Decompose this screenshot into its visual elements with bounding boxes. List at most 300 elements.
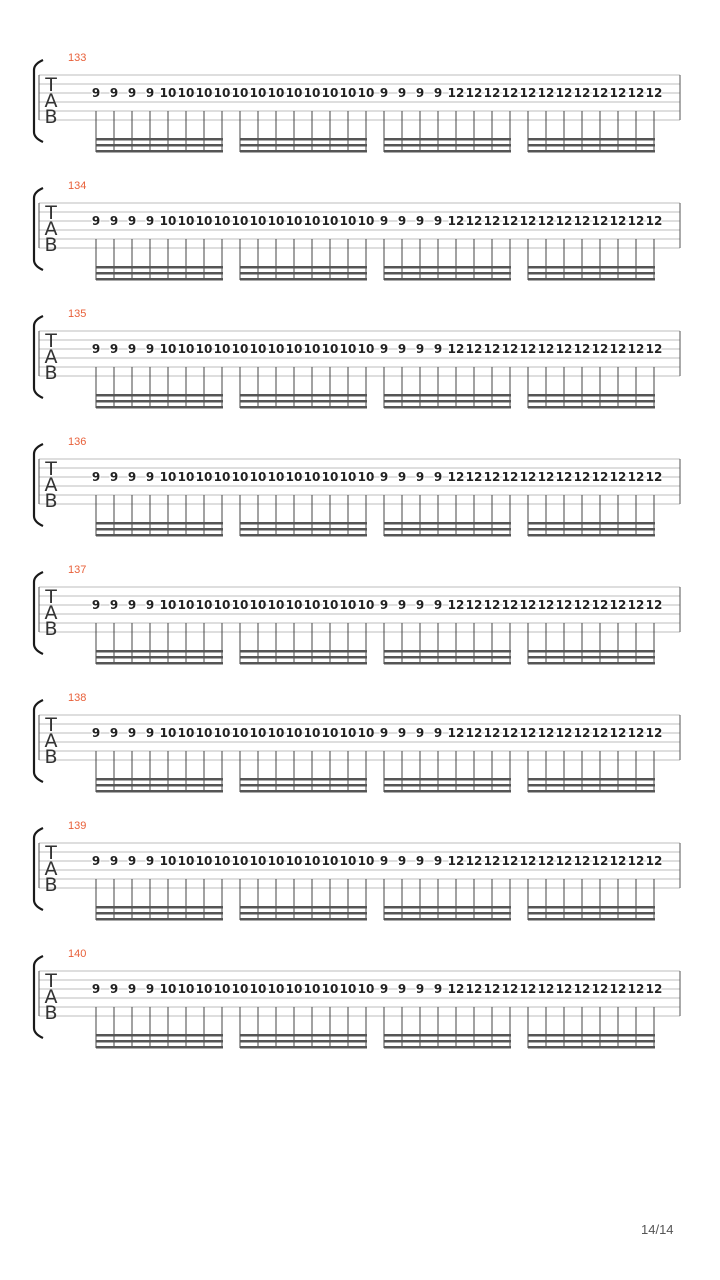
beam bbox=[240, 394, 367, 397]
fret-number: 9 bbox=[415, 470, 425, 484]
beam bbox=[240, 400, 367, 403]
beam bbox=[240, 918, 367, 921]
tab-clef-letter: A bbox=[44, 346, 58, 368]
fret-number: 12 bbox=[483, 86, 501, 100]
fret-number: 10 bbox=[303, 598, 321, 612]
beam bbox=[240, 144, 367, 147]
fret-number: 10 bbox=[267, 854, 285, 868]
fret-number: 9 bbox=[109, 598, 119, 612]
beam bbox=[528, 394, 655, 397]
tab-system bbox=[0, 692, 720, 820]
fret-number: 10 bbox=[159, 726, 177, 740]
tab-clef-letter: A bbox=[44, 90, 58, 112]
measure-number: 139 bbox=[68, 820, 87, 832]
page-number: 14/14 bbox=[641, 1222, 674, 1237]
fret-number: 9 bbox=[379, 86, 389, 100]
fret-number: 9 bbox=[127, 982, 137, 996]
fret-number: 10 bbox=[231, 342, 249, 356]
fret-number: 12 bbox=[483, 854, 501, 868]
fret-number: 10 bbox=[285, 982, 303, 996]
fret-number: 12 bbox=[591, 342, 609, 356]
fret-number: 12 bbox=[519, 470, 537, 484]
fret-number: 9 bbox=[397, 86, 407, 100]
fret-number: 9 bbox=[415, 598, 425, 612]
fret-number: 12 bbox=[465, 342, 483, 356]
fret-number: 12 bbox=[447, 470, 465, 484]
fret-number: 10 bbox=[159, 982, 177, 996]
fret-number: 10 bbox=[303, 342, 321, 356]
fret-number: 12 bbox=[483, 470, 501, 484]
beam bbox=[240, 778, 367, 781]
fret-number: 10 bbox=[285, 470, 303, 484]
fret-number: 9 bbox=[145, 982, 155, 996]
fret-number: 10 bbox=[213, 342, 231, 356]
fret-number: 12 bbox=[465, 86, 483, 100]
fret-number: 12 bbox=[465, 470, 483, 484]
tab-clef-letter: T bbox=[45, 202, 57, 224]
fret-number: 12 bbox=[447, 854, 465, 868]
fret-number: 9 bbox=[433, 342, 443, 356]
fret-number: 10 bbox=[177, 214, 195, 228]
beam bbox=[96, 656, 223, 659]
fret-number: 12 bbox=[447, 982, 465, 996]
fret-number: 10 bbox=[321, 214, 339, 228]
fret-number: 10 bbox=[339, 342, 357, 356]
beam bbox=[528, 534, 655, 537]
beam bbox=[384, 394, 511, 397]
beam bbox=[96, 790, 223, 793]
fret-number: 10 bbox=[339, 854, 357, 868]
fret-number: 12 bbox=[591, 598, 609, 612]
fret-number: 9 bbox=[433, 854, 443, 868]
fret-number: 9 bbox=[397, 854, 407, 868]
fret-number: 12 bbox=[555, 726, 573, 740]
beam bbox=[384, 522, 511, 525]
fret-number: 9 bbox=[433, 86, 443, 100]
fret-number: 12 bbox=[627, 214, 645, 228]
beam bbox=[528, 790, 655, 793]
beam bbox=[384, 1040, 511, 1043]
fret-number: 12 bbox=[447, 598, 465, 612]
fret-number: 10 bbox=[177, 342, 195, 356]
fret-number: 10 bbox=[321, 726, 339, 740]
fret-number: 9 bbox=[127, 342, 137, 356]
fret-number: 10 bbox=[177, 86, 195, 100]
beam bbox=[96, 650, 223, 653]
beam bbox=[96, 912, 223, 915]
beam bbox=[96, 906, 223, 909]
beam bbox=[240, 406, 367, 409]
beam bbox=[528, 138, 655, 141]
fret-number: 12 bbox=[645, 214, 663, 228]
beam bbox=[528, 656, 655, 659]
fret-number: 10 bbox=[339, 982, 357, 996]
fret-number: 10 bbox=[321, 470, 339, 484]
tab-staff bbox=[0, 308, 720, 418]
fret-number: 10 bbox=[357, 598, 375, 612]
measure-number: 140 bbox=[68, 948, 87, 960]
fret-number: 12 bbox=[573, 854, 591, 868]
beam bbox=[96, 400, 223, 403]
fret-number: 12 bbox=[645, 86, 663, 100]
fret-number: 9 bbox=[145, 342, 155, 356]
fret-number: 12 bbox=[483, 214, 501, 228]
fret-number: 9 bbox=[127, 470, 137, 484]
beam bbox=[96, 150, 223, 153]
fret-number: 10 bbox=[303, 982, 321, 996]
fret-number: 12 bbox=[519, 214, 537, 228]
fret-number: 12 bbox=[501, 342, 519, 356]
fret-number: 9 bbox=[397, 598, 407, 612]
beam bbox=[384, 662, 511, 665]
fret-number: 12 bbox=[537, 726, 555, 740]
fret-number: 9 bbox=[433, 726, 443, 740]
beam bbox=[96, 278, 223, 281]
fret-number: 9 bbox=[127, 598, 137, 612]
fret-number: 12 bbox=[627, 598, 645, 612]
fret-number: 12 bbox=[573, 598, 591, 612]
beam bbox=[528, 278, 655, 281]
beam bbox=[528, 906, 655, 909]
fret-number: 10 bbox=[357, 86, 375, 100]
beam bbox=[384, 272, 511, 275]
fret-number: 9 bbox=[415, 982, 425, 996]
fret-number: 12 bbox=[501, 726, 519, 740]
tab-clef-letter: T bbox=[45, 458, 57, 480]
tab-clef-letter: A bbox=[44, 474, 58, 496]
beam bbox=[240, 662, 367, 665]
fret-number: 10 bbox=[231, 470, 249, 484]
beam bbox=[384, 150, 511, 153]
fret-number: 12 bbox=[609, 86, 627, 100]
fret-number: 10 bbox=[195, 86, 213, 100]
fret-number: 12 bbox=[573, 470, 591, 484]
fret-number: 10 bbox=[303, 726, 321, 740]
fret-number: 9 bbox=[109, 726, 119, 740]
fret-number: 12 bbox=[519, 86, 537, 100]
fret-number: 10 bbox=[249, 726, 267, 740]
fret-number: 12 bbox=[501, 470, 519, 484]
fret-number: 10 bbox=[321, 86, 339, 100]
fret-number: 9 bbox=[109, 214, 119, 228]
beam bbox=[528, 1046, 655, 1049]
tab-staff bbox=[0, 436, 720, 546]
fret-number: 10 bbox=[357, 342, 375, 356]
fret-number: 12 bbox=[591, 86, 609, 100]
fret-number: 9 bbox=[127, 726, 137, 740]
fret-number: 12 bbox=[483, 726, 501, 740]
fret-number: 9 bbox=[91, 598, 101, 612]
fret-number: 10 bbox=[213, 726, 231, 740]
fret-number: 9 bbox=[91, 86, 101, 100]
fret-number: 12 bbox=[555, 854, 573, 868]
fret-number: 9 bbox=[145, 470, 155, 484]
fret-number: 9 bbox=[145, 86, 155, 100]
fret-number: 12 bbox=[627, 86, 645, 100]
fret-number: 9 bbox=[415, 854, 425, 868]
fret-number: 12 bbox=[627, 342, 645, 356]
fret-number: 10 bbox=[339, 470, 357, 484]
fret-number: 12 bbox=[591, 726, 609, 740]
fret-number: 10 bbox=[303, 470, 321, 484]
fret-number: 10 bbox=[249, 86, 267, 100]
fret-number: 10 bbox=[267, 214, 285, 228]
fret-number: 10 bbox=[357, 470, 375, 484]
fret-number: 10 bbox=[303, 86, 321, 100]
beam bbox=[384, 912, 511, 915]
fret-number: 10 bbox=[285, 854, 303, 868]
beam bbox=[384, 400, 511, 403]
fret-number: 10 bbox=[339, 86, 357, 100]
beam bbox=[240, 528, 367, 531]
fret-number: 10 bbox=[357, 982, 375, 996]
fret-number: 12 bbox=[537, 982, 555, 996]
fret-number: 10 bbox=[267, 86, 285, 100]
beam bbox=[384, 534, 511, 537]
fret-number: 9 bbox=[109, 854, 119, 868]
fret-number: 12 bbox=[519, 854, 537, 868]
fret-number: 12 bbox=[573, 726, 591, 740]
fret-number: 10 bbox=[159, 470, 177, 484]
tab-staff bbox=[0, 948, 720, 1058]
fret-number: 12 bbox=[501, 854, 519, 868]
fret-number: 10 bbox=[195, 214, 213, 228]
fret-number: 9 bbox=[109, 982, 119, 996]
fret-number: 9 bbox=[145, 726, 155, 740]
fret-number: 10 bbox=[195, 854, 213, 868]
beam bbox=[96, 272, 223, 275]
fret-number: 12 bbox=[555, 982, 573, 996]
beam bbox=[96, 1046, 223, 1049]
fret-number: 10 bbox=[285, 726, 303, 740]
fret-number: 12 bbox=[609, 854, 627, 868]
beam bbox=[384, 1034, 511, 1037]
fret-number: 9 bbox=[433, 982, 443, 996]
fret-number: 12 bbox=[627, 854, 645, 868]
beam bbox=[96, 1034, 223, 1037]
beam bbox=[240, 906, 367, 909]
tab-clef-letter: B bbox=[44, 490, 58, 512]
fret-number: 12 bbox=[501, 982, 519, 996]
fret-number: 10 bbox=[159, 598, 177, 612]
fret-number: 10 bbox=[339, 598, 357, 612]
fret-number: 10 bbox=[231, 598, 249, 612]
fret-number: 12 bbox=[447, 342, 465, 356]
tab-clef-letter: B bbox=[44, 746, 58, 768]
beam bbox=[528, 1040, 655, 1043]
tab-clef-letter: A bbox=[44, 730, 58, 752]
fret-number: 9 bbox=[433, 214, 443, 228]
beam bbox=[240, 1040, 367, 1043]
beam bbox=[384, 918, 511, 921]
fret-number: 10 bbox=[249, 854, 267, 868]
fret-number: 10 bbox=[321, 598, 339, 612]
fret-number: 10 bbox=[159, 342, 177, 356]
fret-number: 10 bbox=[213, 470, 231, 484]
fret-number: 12 bbox=[645, 470, 663, 484]
fret-number: 12 bbox=[627, 470, 645, 484]
beam bbox=[528, 778, 655, 781]
fret-number: 10 bbox=[195, 598, 213, 612]
fret-number: 12 bbox=[483, 342, 501, 356]
beam bbox=[240, 912, 367, 915]
tab-clef-letter: T bbox=[45, 74, 57, 96]
fret-number: 9 bbox=[397, 982, 407, 996]
fret-number: 12 bbox=[465, 982, 483, 996]
fret-number: 10 bbox=[213, 214, 231, 228]
fret-number: 9 bbox=[415, 726, 425, 740]
beam bbox=[96, 662, 223, 665]
fret-number: 12 bbox=[555, 86, 573, 100]
beam bbox=[528, 522, 655, 525]
fret-number: 12 bbox=[537, 214, 555, 228]
fret-number: 12 bbox=[483, 598, 501, 612]
fret-number: 10 bbox=[231, 854, 249, 868]
fret-number: 10 bbox=[249, 214, 267, 228]
fret-number: 12 bbox=[645, 854, 663, 868]
fret-number: 9 bbox=[91, 342, 101, 356]
beam bbox=[240, 790, 367, 793]
fret-number: 10 bbox=[177, 470, 195, 484]
fret-number: 10 bbox=[213, 86, 231, 100]
beam bbox=[96, 394, 223, 397]
tab-system bbox=[0, 52, 720, 180]
beam bbox=[96, 1040, 223, 1043]
fret-number: 12 bbox=[537, 854, 555, 868]
fret-number: 10 bbox=[321, 342, 339, 356]
beam bbox=[528, 650, 655, 653]
fret-number: 9 bbox=[433, 598, 443, 612]
fret-number: 9 bbox=[415, 86, 425, 100]
tab-clef-letter: B bbox=[44, 1002, 58, 1024]
measure-number: 138 bbox=[68, 692, 87, 704]
beam bbox=[528, 400, 655, 403]
tab-system bbox=[0, 564, 720, 692]
beam bbox=[528, 1034, 655, 1037]
fret-number: 12 bbox=[591, 214, 609, 228]
fret-number: 10 bbox=[231, 86, 249, 100]
fret-number: 12 bbox=[555, 214, 573, 228]
fret-number: 12 bbox=[465, 214, 483, 228]
fret-number: 10 bbox=[231, 982, 249, 996]
tab-clef-letter: T bbox=[45, 970, 57, 992]
beam bbox=[240, 272, 367, 275]
fret-number: 9 bbox=[145, 854, 155, 868]
beam bbox=[384, 266, 511, 269]
fret-number: 9 bbox=[127, 854, 137, 868]
beam bbox=[384, 656, 511, 659]
tab-clef-letter: B bbox=[44, 874, 58, 896]
fret-number: 10 bbox=[267, 342, 285, 356]
fret-number: 12 bbox=[501, 598, 519, 612]
fret-number: 9 bbox=[415, 342, 425, 356]
beam bbox=[240, 1034, 367, 1037]
fret-number: 9 bbox=[379, 342, 389, 356]
fret-number: 10 bbox=[339, 726, 357, 740]
beam bbox=[240, 278, 367, 281]
fret-number: 12 bbox=[627, 982, 645, 996]
tab-system bbox=[0, 948, 720, 1076]
tab-clef-letter: T bbox=[45, 714, 57, 736]
beam bbox=[240, 650, 367, 653]
fret-number: 10 bbox=[303, 214, 321, 228]
fret-number: 12 bbox=[483, 982, 501, 996]
beam bbox=[528, 266, 655, 269]
fret-number: 10 bbox=[177, 598, 195, 612]
tab-clef-letter: T bbox=[45, 842, 57, 864]
fret-number: 10 bbox=[321, 982, 339, 996]
fret-number: 9 bbox=[91, 214, 101, 228]
tab-staff bbox=[0, 820, 720, 930]
fret-number: 9 bbox=[91, 726, 101, 740]
beam bbox=[528, 784, 655, 787]
fret-number: 10 bbox=[285, 598, 303, 612]
beam bbox=[240, 656, 367, 659]
fret-number: 10 bbox=[249, 470, 267, 484]
beam bbox=[96, 784, 223, 787]
measure-number: 133 bbox=[68, 52, 87, 64]
fret-number: 9 bbox=[379, 982, 389, 996]
fret-number: 10 bbox=[357, 214, 375, 228]
fret-number: 10 bbox=[195, 470, 213, 484]
fret-number: 10 bbox=[357, 854, 375, 868]
fret-number: 10 bbox=[195, 342, 213, 356]
tab-clef-letter: T bbox=[45, 330, 57, 352]
fret-number: 12 bbox=[519, 342, 537, 356]
fret-number: 10 bbox=[339, 214, 357, 228]
fret-number: 12 bbox=[591, 854, 609, 868]
fret-number: 12 bbox=[573, 982, 591, 996]
beam bbox=[96, 266, 223, 269]
beam bbox=[528, 406, 655, 409]
tab-clef-letter: B bbox=[44, 618, 58, 640]
fret-number: 9 bbox=[379, 854, 389, 868]
fret-number: 12 bbox=[609, 726, 627, 740]
beam bbox=[384, 144, 511, 147]
beam bbox=[96, 522, 223, 525]
fret-number: 9 bbox=[109, 86, 119, 100]
beam bbox=[528, 144, 655, 147]
fret-number: 10 bbox=[177, 726, 195, 740]
beam bbox=[384, 906, 511, 909]
fret-number: 12 bbox=[447, 214, 465, 228]
beam bbox=[96, 778, 223, 781]
tab-system bbox=[0, 436, 720, 564]
beam bbox=[384, 784, 511, 787]
beam bbox=[384, 790, 511, 793]
beam bbox=[528, 662, 655, 665]
tab-staff bbox=[0, 180, 720, 290]
beam bbox=[384, 406, 511, 409]
fret-number: 12 bbox=[645, 598, 663, 612]
beam bbox=[96, 138, 223, 141]
tab-staff bbox=[0, 52, 720, 162]
fret-number: 12 bbox=[465, 854, 483, 868]
fret-number: 10 bbox=[321, 854, 339, 868]
fret-number: 12 bbox=[501, 214, 519, 228]
fret-number: 10 bbox=[267, 982, 285, 996]
beam bbox=[240, 138, 367, 141]
fret-number: 12 bbox=[591, 470, 609, 484]
fret-number: 9 bbox=[397, 726, 407, 740]
fret-number: 10 bbox=[159, 854, 177, 868]
beam bbox=[96, 528, 223, 531]
fret-number: 10 bbox=[213, 982, 231, 996]
fret-number: 10 bbox=[303, 854, 321, 868]
fret-number: 10 bbox=[213, 854, 231, 868]
fret-number: 10 bbox=[249, 342, 267, 356]
fret-number: 12 bbox=[591, 982, 609, 996]
